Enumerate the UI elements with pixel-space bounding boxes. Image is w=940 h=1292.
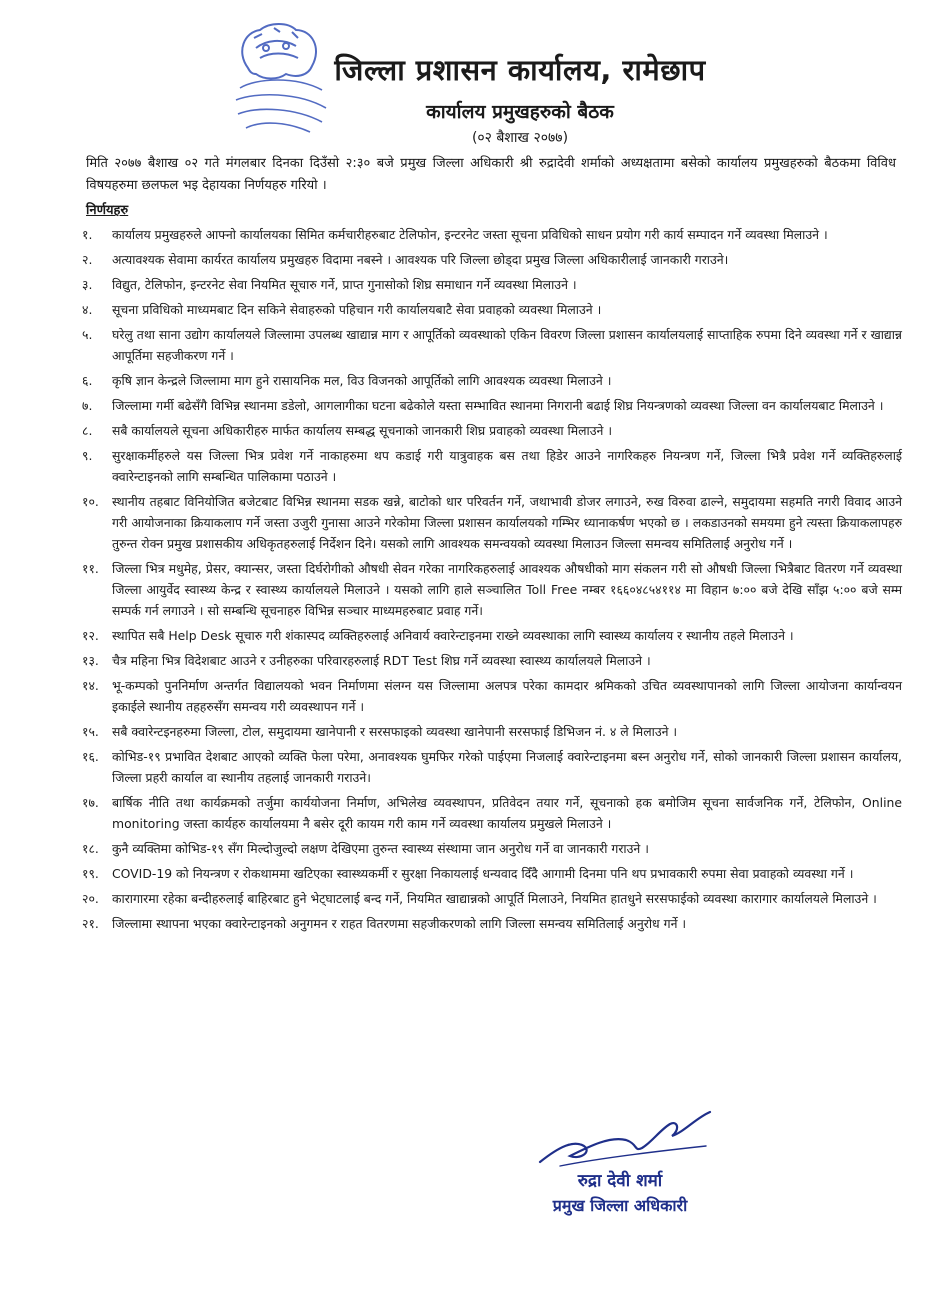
- intro-paragraph: मिति २०७७ बैशाख ०२ गते मंगलबार दिनका दिउँसो २:३० बजे प्रमुख जिल्ला अधिकारी श्री रुद्रादेवी शर्माको अध्यक्षतामा बसेको कार्यालय प्रमुखहरुको बैठकमा विविध विषयहरुमा छलफल भइ देहायका निर्णयहरु गरियो ।: [86, 156, 896, 193]
- decision-text: कार्यालय प्रमुखहरुले आफ्नो कार्यालयका सिमित कर्मचारीहरुबाट टेलिफोन, इन्टरनेट जस्ता सूचना प्रविधिको साधन प्रयोग गरी कार्य सम्पादन गर्ने व्यवस्था मिलाउने ।: [112, 227, 828, 242]
- decision-item: [76, 721, 902, 742]
- decision-item: [76, 395, 902, 416]
- decision-number: १६.: [82, 749, 99, 764]
- decision-item: [76, 224, 902, 245]
- decision-text: कृषि ज्ञान केन्द्रले जिल्लामा माग हुने रासायनिक मल, विउ विजनको आपूर्तिको लागि आवश्यक व्यवस्था मिलाउने ।: [112, 373, 612, 388]
- decision-number: ४.: [82, 302, 93, 317]
- decisions-list: [76, 224, 902, 938]
- decision-item: [76, 650, 902, 671]
- decision-number: ९.: [82, 448, 93, 463]
- decision-text: कारागारमा रहेका बन्दीहरुलाई बाहिरबाट हुने भेट्घाटलाई बन्द गर्ने, नियमित खाद्यान्नको आपूर्ति मिलाउने, नियमित हातधुने सरसफाईको व्यवस्था कारागार कार्यालयले मिलाउने ।: [112, 891, 877, 906]
- decision-number: ७.: [82, 398, 93, 413]
- decision-item: [76, 838, 902, 859]
- decision-text: जिल्लामा स्थापना भएका क्वारेन्टाइनको अनुगमन र राहत वितरणमा सहजीकरणको लागि जिल्ला समन्वय समितिलाई अनुरोध गर्ने ।: [112, 916, 687, 931]
- decision-item: [76, 675, 902, 717]
- decision-item: [76, 792, 902, 834]
- decision-number: १८.: [82, 841, 99, 856]
- decision-number: १२.: [82, 628, 99, 643]
- decision-number: ८.: [82, 423, 93, 438]
- signatory-name: रुद्रा देवी शर्मा: [577, 1171, 663, 1191]
- decision-text: जिल्लामा गर्मी बढेसँगै विभिन्न स्थानमा डडेलो, आगलागीका घटना बढेकोले यस्ता सम्भावित स्थानमा निगरानी बढाई शिघ्र नियन्त्रणको व्यवस्था जिल्ला वन कार्यालयबाट मिलाउने ।: [112, 398, 884, 413]
- decision-number: १४.: [82, 678, 99, 693]
- meeting-subtitle: कार्यालय प्रमुखहरुको बैठक: [426, 101, 614, 123]
- decision-text: भू-कम्पको पुननिर्माण अन्तर्गत विद्यालयको भवन निर्माणमा संलग्न यस जिल्लामा अलपत्र परेका कामदार श्रमिकको उचित व्यवस्थापानको लागि जिल्ला आयोजना कार्यान्वयन इकाईले स्थानीय तहहरुसँग समन्वय गरी व्यवस्थापन गर्ने ।: [112, 678, 902, 714]
- decision-number: ५.: [82, 327, 93, 342]
- decision-item: [76, 274, 902, 295]
- decision-text: जिल्ला भित्र मधुमेह, प्रेसर, क्यान्सर, जस्ता दिर्घरोगीको औषधी सेवन गरेका नागरिकहरुलाई आवश्यक औषधीको माग संकलन गरी सो औषधी जिल्ला भित्रैबाट वितरण गर्ने व्यवस्था जिल्ला आयुर्वेद स्वास्थ्य केन्द्र र स्वास्थ्य कार्यालयले मिलाउने । यसको लागि हाले सञ्चालित Toll Free नम्बर १६६०४८५४११४ मा विहान ७:०० बजे देखि साँझ ५:०० बजे सम्म सम्पर्क गर्न लगाउने । सो सम्बन्धि सूचनाहरु विभिन्न सञ्चार माध्यमहरुबाट प्रवाह गर्ने।: [112, 561, 902, 618]
- decision-text: बार्षिक नीति तथा कार्यक्रमको तर्जुमा कार्ययोजना निर्माण, अभिलेख व्यवस्थापन, प्रतिवेदन तयार गर्ने, सूचनाको हक बमोजिम सूचना सार्वजनिक गर्ने, टेलिफोन, Online monitoring जस्ता कार्यहरु कार्यालयमा नै बसेर दूरी कायम गरी काम गर्ने व्यवस्था कार्यालय प्रमुखले मिलाउने ।: [112, 795, 902, 831]
- decision-text: स्थानीय तहबाट विनियोजित बजेटबाट विभिन्न स्थानमा सडक खन्ने, बाटोको धार परिवर्तन गर्ने, जथाभावी डोजर लगाउने, रुख विरुवा ढाल्ने, समुदायमा सहमति नगरी विवाद आउने गरी आयोजनाका क्रियाकलाप गर्ने जस्ता उजुरी गुनासा आउने गरेकोमा जिल्ला प्रशासन कार्यालयको गम्भिर ध्यानाकर्षण भएको छ । लकडाउनको समयमा हुने त्यस्ता क्रियाकलापहरु तुरुन्त रोक्न प्रमुख प्रशासकीय अधिकृतहरुलाई निर्देशन दिने। यसको लागि आवश्यक समन्वयको व्यवस्था मिलाउन जिल्ला समन्वय समितिलाई अनुरोध गर्ने ।: [112, 494, 902, 551]
- decision-text: सबै क्वारेन्टइनहरुमा जिल्ला, टोल, समुदायमा खानेपानी र सरसफाइको व्यवस्था खानेपानी सरसफाई डिभिजन नं. ४ ले मिलाउने ।: [112, 724, 678, 739]
- decision-item: [76, 863, 902, 884]
- decision-number: २.: [82, 252, 93, 267]
- decision-item: [76, 491, 902, 554]
- decision-text: स्थापित सबै Help Desk सूचारु गरी शंकास्पद व्यक्तिहरुलाई अनिवार्य क्वारेन्टाइनमा राख्ने व्यवस्थाका लागि स्वास्थ्य कार्यालय र स्थानीय तहले मिलाउने ।: [112, 628, 794, 643]
- decision-item: [76, 249, 902, 270]
- decision-text: COVID-19 को नियन्त्रण र रोकथाममा खटिएका स्वास्थ्यकर्मी र सुरक्षा निकायलाई धन्यवाद दिँदै आगामी दिनमा पनि थप प्रभावकारी रुपमा सेवा प्रवाहको व्यवस्था गर्ने ।: [112, 866, 854, 881]
- decision-text: सबै कार्यालयले सूचना अधिकारीहरु मार्फत कार्यालय सम्बद्ध सूचनाको जानकारी शिघ्र प्रवाहको व्यवस्था मिलाउने ।: [112, 423, 613, 438]
- decision-item: [76, 888, 902, 909]
- decision-item: [76, 625, 902, 646]
- signatory-title: प्रमुख जिल्ला अधिकारी: [552, 1196, 688, 1215]
- decision-item: [76, 445, 902, 487]
- decision-number: १९.: [82, 866, 99, 881]
- decision-text: चैत्र महिना भित्र विदेशबाट आउने र उनीहरुका परिवारहरुलाई RDT Test शिघ्र गर्ने व्यवस्था स्वास्थ्य कार्यालयले मिलाउने ।: [112, 653, 651, 668]
- decision-number: २०.: [82, 891, 99, 906]
- decisions-heading: निर्णयहरु: [86, 203, 129, 218]
- decision-number: १७.: [82, 795, 99, 810]
- decision-number: ३.: [82, 277, 93, 292]
- decision-item: [76, 324, 902, 366]
- decision-text: कोभिड-१९ प्रभावित देशबाट आएको व्यक्ति फेला परेमा, अनावश्यक घुमफिर गरेको पाईएमा निजलाई क्वारेन्टाइनमा बस्न अनुरोध गर्ने, सोको जानकारी जिल्ला प्रशासन कार्यालय, जिल्ला प्रहरी कार्याल वा स्थानीय तहलाई जानकारी गराउने।: [112, 749, 902, 785]
- decision-item: [76, 370, 902, 391]
- decision-number: ११.: [82, 561, 99, 576]
- decision-text: अत्यावश्यक सेवामा कार्यरत कार्यालय प्रमुखहरु विदामा नबस्ने । आवश्यक परि जिल्ला छोड्दा प्रमुख जिल्ला अधिकारीलाई जानकारी गराउने।: [112, 252, 729, 267]
- decision-number: १.: [82, 227, 93, 242]
- decision-text: घरेलु तथा साना उद्योग कार्यालयले जिल्लामा उपलब्ध खाद्यान्न माग र आपूर्तिको व्यवस्थाको एकिन विवरण जिल्ला प्रशासन कार्यालयलाई साप्ताहिक रुपमा दिने व्यवस्था गर्ने र खाद्यान्न आपूर्तिमा सहजीकरण गर्ने ।: [112, 327, 902, 363]
- office-title: जिल्ला प्रशासन कार्यालय, रामेछाप: [334, 53, 706, 87]
- decision-item: [76, 299, 902, 320]
- decision-number: ६.: [82, 373, 93, 388]
- decision-number: १३.: [82, 653, 99, 668]
- meeting-date: (०२ बैशाख २०७७): [471, 130, 569, 146]
- decision-item: [76, 913, 902, 934]
- decision-text: सूचना प्रविधिको माध्यमबाट दिन सकिने सेवाहरुको पहिचान गरी कार्यालयबाटै सेवा प्रवाहको व्यवस्था मिलाउने ।: [112, 302, 602, 317]
- decision-number: २१.: [82, 916, 99, 931]
- decision-text: विद्युत, टेलिफोन, इन्टरनेट सेवा नियमित सूचारु गर्ने, प्राप्त गुनासोको शिघ्र समाधान गर्ने व्यवस्था मिलाउने ।: [112, 277, 577, 292]
- decision-item: [76, 746, 902, 788]
- decision-item: [76, 420, 902, 441]
- decision-number: १५.: [82, 724, 99, 739]
- decision-text: सुरक्षाकर्मीहरुले यस जिल्ला भित्र प्रवेश गर्ने नाकाहरुमा थप कडाई गरी यात्रुवाहक बस तथा हिडेर आउने नागरिकहरु नियन्त्रण गर्ने, जिल्ला भित्रै प्रवेश गर्ने व्यक्तिहरुलाई क्वारेन्टाइनको लागि सम्बन्धित पालिकामा पठाउने ।: [112, 448, 902, 484]
- handwritten-signature: [530, 1106, 720, 1176]
- decision-text: कुनै व्यक्तिमा कोभिड-१९ सँग मिल्दोजुल्दो लक्षण देखिएमा तुरुन्त स्वास्थ्य संस्थामा जान अनुरोध गर्ने वा जानकारी गराउने ।: [112, 841, 649, 856]
- decision-item: [76, 558, 902, 621]
- decision-number: १०.: [82, 494, 99, 509]
